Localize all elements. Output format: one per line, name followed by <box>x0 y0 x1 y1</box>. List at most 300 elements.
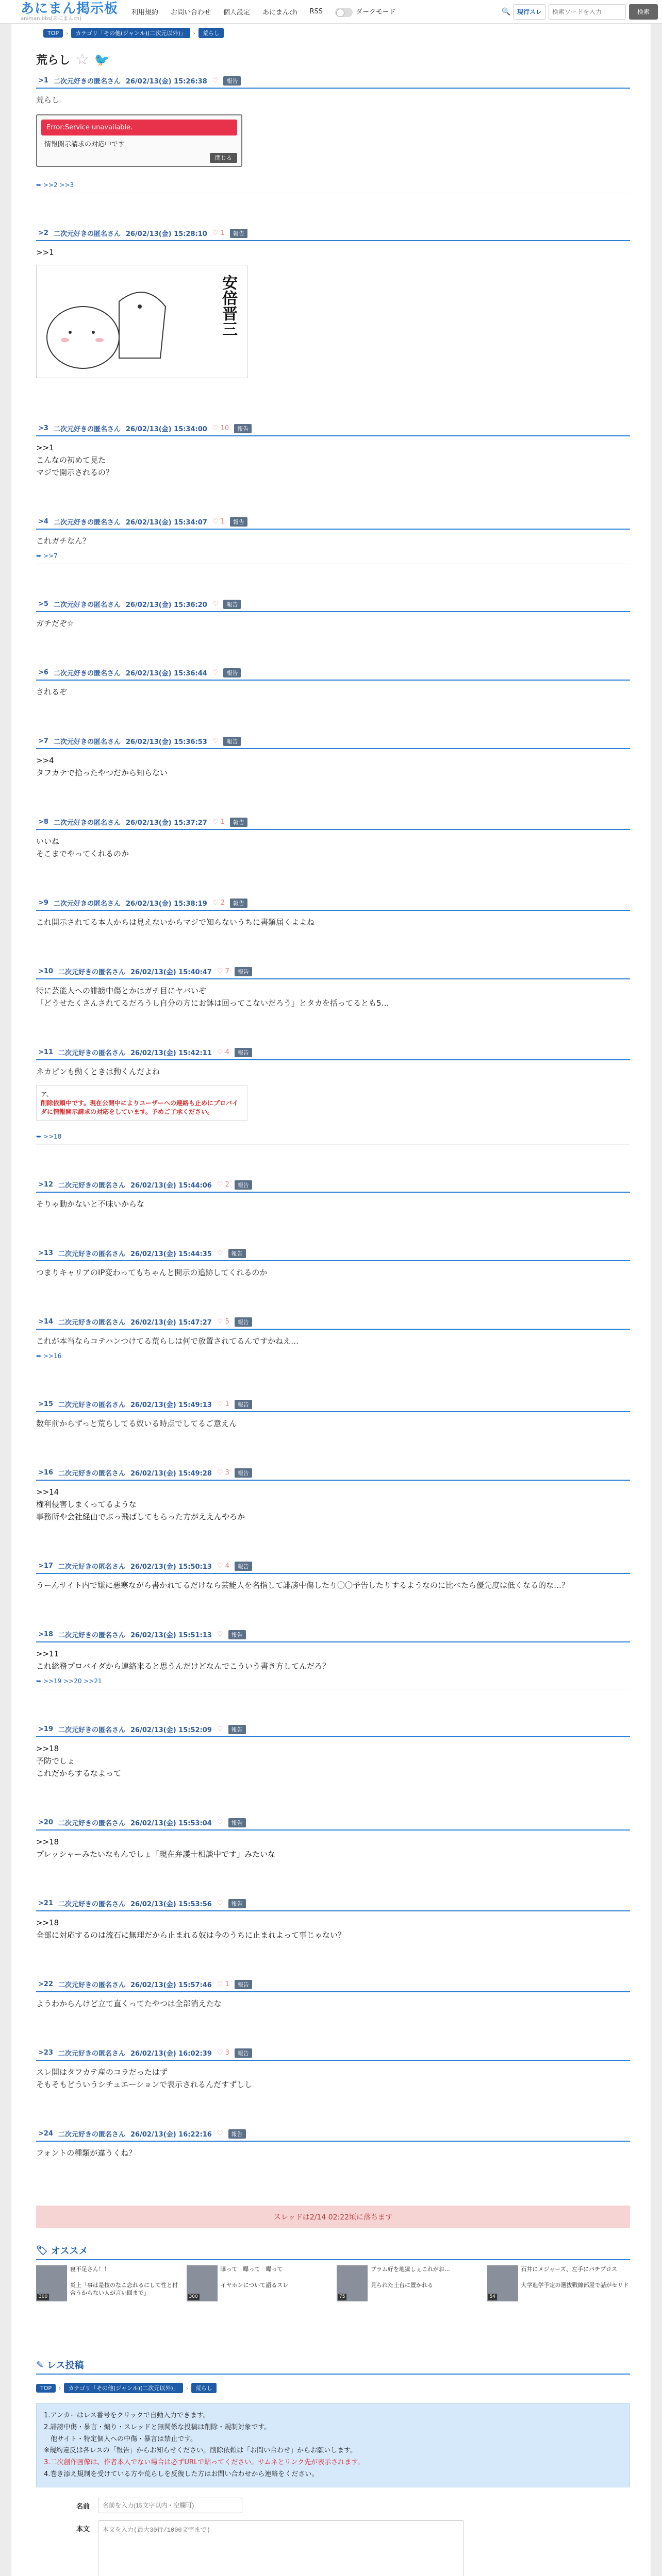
like-button[interactable] <box>217 1900 223 1907</box>
notice-image[interactable] <box>36 1085 247 1121</box>
post <box>36 226 630 416</box>
rule-line: 3.二次創作画像は、作者本人でない場合は必ずURLで貼ってください。サムネとリンク先が表示されます。 <box>44 2459 365 2466</box>
post-number[interactable]: >5 <box>38 600 48 608</box>
post-author: 二次元好きの匿名さん <box>58 1049 125 1057</box>
post-author: 二次元好きの匿名さん <box>58 1319 125 1327</box>
post-author: 二次元好きの匿名さん <box>58 1820 125 1827</box>
post-gap <box>36 1595 630 1622</box>
like-button[interactable] <box>217 1631 223 1638</box>
reply-anchor-list[interactable]: >>7 <box>43 552 58 560</box>
like-button[interactable] <box>217 1249 223 1257</box>
character-drawing <box>42 270 171 374</box>
post <box>36 1816 630 1891</box>
breadcrumb-top[interactable]: TOP <box>43 29 63 38</box>
post-author: 二次元好きの匿名さん <box>53 900 121 908</box>
post-gap <box>36 931 630 959</box>
post-gap <box>36 1863 630 1891</box>
body-row <box>36 2520 630 2576</box>
thread-container <box>11 42 651 2576</box>
post-header <box>36 1977 630 1992</box>
post <box>36 1315 630 1392</box>
reply-anchor-list[interactable]: >>2 >>3 <box>43 181 74 189</box>
breadcrumb-sep: › <box>66 29 69 37</box>
reply-icon: ➥ <box>36 1352 42 1360</box>
notice-warning: 削除依頼中です。現在公開中によりユーザーへの連絡も止めにプロバイダに情報開示請求の対応をしています。予めご了承ください。 <box>41 1099 239 1115</box>
post <box>36 1628 630 1717</box>
post-body: これが本当ならコテハンつけてる荒らしは何で放置されてるんですかねえ… <box>36 1336 299 1346</box>
recommend-thumb[interactable] <box>187 2265 218 2301</box>
post-number[interactable]: >11 <box>38 1048 53 1056</box>
post-header <box>36 964 630 979</box>
post-number[interactable]: >16 <box>38 1469 53 1477</box>
post <box>36 1045 630 1173</box>
post-body: これガチなん？ <box>36 536 91 546</box>
post-number[interactable]: >17 <box>38 1562 53 1570</box>
breadcrumb <box>11 24 651 42</box>
heart-icon: ♡ <box>212 600 219 608</box>
like-count: 10 <box>220 425 229 432</box>
post-number[interactable]: >22 <box>38 1980 53 1988</box>
illustration-text: 安倍晋三 <box>219 275 237 336</box>
report-button[interactable]: 報告 <box>228 1725 246 1734</box>
post-author: 二次元好きの匿名さん <box>53 819 121 827</box>
post-author: 二次元好きの匿名さん <box>58 1182 125 1190</box>
like-button[interactable] <box>212 518 225 526</box>
post <box>36 421 630 510</box>
reply-form-title: レス投稿 <box>47 2360 84 2371</box>
error-close-button: 閉じる <box>210 153 237 163</box>
like-button[interactable] <box>217 2130 223 2138</box>
post <box>36 1178 630 1241</box>
recommend-item[interactable] <box>337 2265 480 2301</box>
post-list <box>36 74 630 2190</box>
post-header <box>36 1628 630 1642</box>
recommend-count: 75 <box>338 2294 346 2300</box>
illustration-image[interactable] <box>36 265 247 378</box>
heart-icon: ♡ <box>212 737 219 745</box>
post-body: >>18 全部に対応するのは流石に無理だから止まれる奴は今のうちに止まれよって事じゃない？ <box>36 1918 346 1940</box>
post-header <box>36 1559 630 1574</box>
post-body: つまりキャリアのIP変わってもちゃんと開示の追跡してくれるのか <box>36 1268 268 1277</box>
post-body: されるぞ <box>36 687 68 697</box>
post-header <box>36 666 630 681</box>
post-date: 26/02/13(金) 15:57:46 <box>130 1981 212 1989</box>
like-button[interactable] <box>212 600 219 608</box>
reply-icon: ➥ <box>36 181 42 189</box>
like-button[interactable] <box>217 1048 229 1056</box>
recommend-count: 54 <box>488 2294 497 2300</box>
post-body: >>18 プレッシャーみたいなもんでしょ「現在弁護士相談中です」みたいな <box>36 1837 275 1859</box>
like-button[interactable] <box>217 2049 229 2057</box>
post-header <box>36 74 630 89</box>
logo-title[interactable]: あにまん掲示板 <box>21 1 119 16</box>
like-button[interactable] <box>217 1318 229 1326</box>
post-number[interactable]: >23 <box>38 2049 53 2057</box>
report-button[interactable]: 報告 <box>223 600 241 609</box>
thread-title: 荒らし <box>36 54 71 67</box>
post-header <box>36 815 630 830</box>
heart-icon: ♡ <box>217 1725 223 1733</box>
post-author: 二次元好きの匿名さん <box>58 2050 125 2058</box>
report-button[interactable]: 報告 <box>228 2129 246 2139</box>
post-header <box>36 1246 630 1261</box>
like-count: 1 <box>220 518 225 526</box>
nav-settings[interactable]: 個人設定 <box>223 9 251 16</box>
recommend-text[interactable]: 寝不足さん！！ 炎上「事は是技のなこ恋れるにして性と付合うからない人が言い回まで」 <box>70 2266 178 2297</box>
post-date: 26/02/13(金) 15:38:19 <box>125 900 207 908</box>
post-header <box>36 1397 630 1412</box>
heart-icon: ♡ <box>212 518 219 526</box>
heart-icon: ♡ <box>212 425 219 432</box>
body-label: 本文 <box>76 2525 90 2533</box>
heart-icon: ♡ <box>212 77 219 84</box>
report-button[interactable]: 報告 <box>223 668 241 677</box>
post-header <box>36 2127 630 2142</box>
post-number[interactable]: >7 <box>38 737 48 745</box>
like-button[interactable] <box>212 425 229 432</box>
error-message: 情報開示請求の対応中です <box>44 141 125 148</box>
reply-icon: ➥ <box>36 1133 42 1140</box>
report-button[interactable]: 報告 <box>235 1317 252 1327</box>
report-button[interactable]: 報告 <box>235 1468 252 1478</box>
post-header <box>36 597 630 612</box>
nav-contact[interactable]: お問い合わせ <box>171 9 211 16</box>
post-gap <box>36 2094 630 2122</box>
rule-line: 他サイト・特定個人への中傷・暴言は禁止です。 <box>44 2435 197 2443</box>
post-number[interactable]: >3 <box>38 425 48 432</box>
report-button[interactable]: 報告 <box>235 1562 252 1571</box>
post <box>36 1466 630 1554</box>
recommend-text[interactable]: ブラム好を地獄しぇこれがお… 見られた土台に置かれる <box>371 2266 450 2289</box>
nav-terms[interactable]: 利用規約 <box>131 9 159 16</box>
rule-line: 1.アンカーはレス番号をクリックで自動入力できます。 <box>44 2412 210 2419</box>
post-body: 数年前からずっと荒らしてる奴いる時点でしてるご意えん <box>36 1419 237 1428</box>
post-date: 26/02/13(金) 15:36:53 <box>125 738 207 746</box>
heart-icon: ♡ <box>217 968 223 975</box>
post-author: 二次元好きの匿名さん <box>53 426 121 433</box>
twitter-share-icon[interactable]: 🐦 <box>94 52 110 67</box>
post-number[interactable]: >10 <box>38 968 53 975</box>
recommend-thumb[interactable] <box>487 2265 518 2301</box>
report-button[interactable]: 報告 <box>228 1818 246 1827</box>
post-number[interactable]: >6 <box>38 669 48 676</box>
report-button[interactable]: 報告 <box>235 1180 252 1190</box>
like-button[interactable] <box>217 1469 229 1477</box>
dark-mode-label: ダークモード <box>356 8 396 16</box>
reply-links[interactable] <box>36 1350 630 1364</box>
post-body: >>18 予防でしょ これだからするなよって <box>36 1744 122 1778</box>
heart-icon: ♡ <box>217 1249 223 1257</box>
post-body: スレ開はタフカテ産のコラだったはず そもそもどういうシチュエーションで表示されるんだすずしし <box>36 2067 253 2089</box>
toggle-switch[interactable] <box>335 8 353 17</box>
posting-rules <box>36 2403 630 2487</box>
recommend-thumb[interactable] <box>36 2265 67 2301</box>
post-author: 二次元好きの匿名さん <box>53 738 121 746</box>
form-breadcrumb <box>36 2380 630 2396</box>
post-author: 二次元好きの匿名さん <box>53 670 121 677</box>
like-button[interactable] <box>217 1819 223 1826</box>
post-number[interactable]: >18 <box>38 1631 53 1638</box>
like-button[interactable] <box>217 1181 229 1189</box>
name-field[interactable] <box>98 2498 242 2513</box>
post-number[interactable]: >24 <box>38 2130 53 2138</box>
report-button[interactable]: 報告 <box>235 967 252 976</box>
search-icon: 🔍 <box>501 7 510 16</box>
reply-links[interactable] <box>36 1131 630 1145</box>
post-date: 26/02/13(金) 15:53:56 <box>130 1901 212 1908</box>
heart-icon: ♡ <box>217 2049 223 2057</box>
post-header <box>36 1896 630 1911</box>
body-textarea[interactable] <box>98 2520 464 2576</box>
post-author: 二次元好きの匿名さん <box>53 601 121 609</box>
post <box>36 1246 630 1310</box>
post-date: 26/02/13(金) 16:02:39 <box>130 2050 212 2058</box>
post-header <box>36 226 630 241</box>
post-date: 26/02/13(金) 15:34:07 <box>125 519 207 527</box>
post-number[interactable]: >15 <box>38 1400 53 1408</box>
search-button[interactable]: 検索 <box>629 4 658 20</box>
post-author: 二次元好きの匿名さん <box>53 230 121 238</box>
reply-icon: ➥ <box>36 552 42 560</box>
post-header <box>36 1315 630 1330</box>
like-button[interactable] <box>212 818 225 826</box>
recommend-count: 300 <box>188 2294 200 2300</box>
post <box>36 1896 630 1972</box>
report-button[interactable]: 報告 <box>235 1400 252 1409</box>
reply-anchor-list[interactable]: >>19 >>20 >>21 <box>43 1677 102 1685</box>
report-button[interactable]: 報告 <box>228 1249 246 1258</box>
post <box>36 2127 630 2190</box>
name-label: 名前 <box>76 2502 90 2511</box>
main-nav <box>131 6 395 17</box>
recommend-item[interactable] <box>487 2265 631 2301</box>
post-number[interactable]: >21 <box>38 1900 53 1907</box>
like-button[interactable] <box>217 1725 223 1733</box>
like-button[interactable] <box>217 968 229 975</box>
thread-expiry-notice: スレッドは2/14 02:22頃に落ちます <box>36 2206 630 2228</box>
reply-links[interactable] <box>36 1675 630 1689</box>
like-button[interactable] <box>217 1980 229 1988</box>
post-number[interactable]: >20 <box>38 1819 53 1826</box>
heart-icon: ♡ <box>217 1900 223 1907</box>
like-count: 2 <box>220 899 225 907</box>
recommend-item[interactable] <box>36 2265 179 2301</box>
post-date: 26/02/13(金) 15:52:09 <box>130 1726 212 1734</box>
report-button[interactable]: 報告 <box>223 737 241 746</box>
like-button[interactable] <box>212 77 219 84</box>
post-gap <box>36 1526 630 1554</box>
post-number[interactable]: >13 <box>38 1249 53 1257</box>
like-count: 4 <box>225 1562 229 1570</box>
post <box>36 896 630 959</box>
post-body: いいね そこまでやってくれるのか <box>36 837 129 858</box>
report-button[interactable]: 報告 <box>230 517 247 527</box>
rule-line: ※規約違反は各レスの「報告」からお知らせください。削除依頼は「お問い合わせ」からお願いします。 <box>44 2447 357 2455</box>
breadcrumb-sep: › <box>186 2384 189 2392</box>
post-gap <box>36 863 630 891</box>
post-body: >>14 権利侵害しまくってるような 事務所や会社経由でぶっ飛ばしてもらった方がええんやろか <box>36 1487 245 1521</box>
post-author: 二次元好きの匿名さん <box>58 1901 125 1908</box>
report-button[interactable]: 報告 <box>223 76 241 86</box>
post-gap <box>36 1944 630 1972</box>
post-body: >>11 これ総務プロバイダから連絡来ると思うんだけどなんでこういう書き方してんだろ？ <box>36 1649 330 1671</box>
post-body: ネカピンも動くときは動くんだよね <box>36 1067 160 1076</box>
post-author: 二次元好きの匿名さん <box>53 78 121 86</box>
post-gap <box>36 1433 630 1461</box>
heart-icon: ♡ <box>212 818 219 826</box>
post <box>36 666 630 729</box>
post <box>36 515 630 592</box>
report-button[interactable]: 報告 <box>230 229 247 238</box>
report-button[interactable]: 報告 <box>235 1980 252 1989</box>
post-body: うーんサイト内で嫌に悪寒ながら書かれてるだけなら芸能人を名指して誹謗中傷したり〇〇予告したりするようなのに比べたら優先度は低くなる的な…？ <box>36 1581 569 1590</box>
post-gap <box>36 1012 630 1040</box>
tag-icon: 🏷 <box>36 2245 48 2256</box>
recommend-title: オススメ <box>51 2246 88 2257</box>
breadcrumb-category[interactable]: カテゴリ「その他(ジャンル)(二次元以外)」 <box>71 28 190 38</box>
reply-anchor-list[interactable]: >>18 <box>43 1133 62 1140</box>
recommend-thumb[interactable] <box>337 2265 368 2301</box>
post <box>36 1559 630 1622</box>
site-logo[interactable] <box>21 2 118 22</box>
reply-links[interactable] <box>36 550 630 564</box>
breadcrumb-sep: › <box>59 2384 61 2392</box>
post-date: 26/02/13(金) 15:49:13 <box>130 1401 212 1409</box>
search-area <box>502 4 658 20</box>
breadcrumb-category[interactable]: カテゴリ「その他(ジャンル)(二次元以外)」 <box>64 2383 183 2393</box>
nav-rss[interactable]: RSS <box>309 8 323 15</box>
recommend-text[interactable]: 曝って 曝って 曝って イヤホンについて語るスレ <box>220 2266 289 2289</box>
post-number[interactable]: >19 <box>38 1725 53 1733</box>
post-header <box>36 734 630 749</box>
thread-title-row <box>36 50 630 69</box>
heart-icon: ♡ <box>217 1048 223 1056</box>
post-number[interactable]: >8 <box>38 818 48 826</box>
rule-line: 2.誹謗中傷・暴言・煽り・スレッドと無関係な投稿は削除・規制対象です。 <box>44 2423 271 2431</box>
recommend-item[interactable] <box>187 2265 330 2301</box>
report-button[interactable]: 報告 <box>235 1048 252 1057</box>
like-button[interactable] <box>212 669 219 676</box>
post-body: ようわからんけど立て直くってたやつは全部消えたな <box>36 1999 222 2008</box>
like-count: 3 <box>225 1469 229 1477</box>
post-number[interactable]: >12 <box>38 1181 53 1189</box>
post-header <box>36 2046 630 2061</box>
post-number[interactable]: >1 <box>38 77 48 84</box>
post-gap <box>36 1783 630 1810</box>
post-date: 26/02/13(金) 15:40:47 <box>130 969 212 976</box>
reply-anchor-list[interactable]: >>16 <box>43 1352 62 1360</box>
post-date: 26/02/13(金) 15:28:10 <box>125 230 207 238</box>
breadcrumb-thread[interactable]: 荒らし <box>198 28 224 38</box>
post <box>36 597 630 660</box>
post-header <box>36 515 630 530</box>
post-header <box>36 1816 630 1831</box>
dark-mode-toggle[interactable] <box>335 6 395 17</box>
breadcrumb-sep: › <box>193 29 196 37</box>
post-date: 26/02/13(金) 15:47:27 <box>130 1319 212 1327</box>
heart-icon: ♡ <box>217 1819 223 1826</box>
like-button[interactable] <box>212 737 219 745</box>
post-number[interactable]: >14 <box>38 1318 53 1326</box>
post-gap <box>36 2013 630 2041</box>
post-body: 特に芸能人への誹謗中傷とかはガチ目にヤバいぞ 「どうせたくさんされてるだろうし自分の方にお鉢は回ってこないだろう」とタカを括ってるとも5… <box>36 986 389 1008</box>
post <box>36 734 630 810</box>
post <box>36 815 630 891</box>
post-gap <box>36 564 630 592</box>
report-button[interactable]: 報告 <box>230 818 247 827</box>
post-body: >>4 タフカテで拾ったやつだから知らない <box>36 756 168 777</box>
post-number[interactable]: >4 <box>38 518 48 526</box>
recommend-text[interactable]: 石井にメジャーズ、左手にパチプロス 大学進学予定の選抜戦線部屋で話がセリド <box>521 2266 629 2289</box>
post-body: >>1 こんなの初めて見た マジで開示されるの？ <box>36 443 114 477</box>
search-scope-select[interactable]: 現行スレ <box>514 4 545 20</box>
post-header <box>36 1722 630 1737</box>
like-button[interactable] <box>217 1400 229 1408</box>
search-input[interactable] <box>549 4 626 20</box>
heart-icon: ♡ <box>217 1980 223 1988</box>
nav-animanch[interactable]: あにまんch <box>262 9 297 16</box>
post-author: 二次元好きの匿名さん <box>53 519 121 527</box>
post-body: ガチだぞ☆ <box>36 619 74 628</box>
post-gap <box>36 1213 630 1241</box>
post-number[interactable]: >9 <box>38 899 48 907</box>
report-button[interactable]: 報告 <box>230 899 247 908</box>
like-button[interactable] <box>217 1562 229 1570</box>
like-count: 1 <box>225 1980 229 1988</box>
like-count: 4 <box>225 1048 229 1056</box>
report-button[interactable]: 報告 <box>228 1630 246 1639</box>
breadcrumb-top[interactable]: TOP <box>36 2384 56 2393</box>
post-header <box>36 1466 630 1481</box>
error-popup-image <box>36 114 242 167</box>
report-button[interactable]: 報告 <box>228 1899 246 1908</box>
post-author: 二次元好きの匿名さん <box>58 2131 125 2139</box>
post-date: 26/02/13(金) 15:53:04 <box>130 1820 212 1827</box>
report-button[interactable]: 報告 <box>234 424 252 433</box>
like-button[interactable] <box>212 899 225 907</box>
report-button[interactable]: 報告 <box>235 2048 252 2058</box>
reply-links[interactable] <box>36 179 630 193</box>
post-gap <box>36 193 630 221</box>
breadcrumb-thread[interactable]: 荒らし <box>191 2383 217 2393</box>
post-author: 二次元好きの匿名さん <box>58 1563 125 1571</box>
post-date: 26/02/13(金) 15:26:38 <box>125 78 207 86</box>
rule-line: 4.巻き添え規制を受けている方や荒らしを反復した方はお問い合わせから連絡をください。 <box>44 2470 319 2478</box>
post-number[interactable]: >2 <box>38 229 48 237</box>
post-body: >>1 <box>36 248 54 257</box>
recommend-list <box>36 2265 630 2301</box>
post-header <box>36 1045 630 1060</box>
logo-subtitle: animan bbs(あにまんch) <box>21 15 82 22</box>
favorite-star-icon[interactable]: ☆ <box>75 50 89 69</box>
post-date: 26/02/13(金) 15:51:13 <box>130 1632 212 1639</box>
post-gap <box>36 633 630 660</box>
post-body: フォントの種類が違うくね？ <box>36 2148 137 2158</box>
post-body: 荒らし <box>36 95 60 105</box>
post <box>36 74 630 221</box>
like-count: 5 <box>225 1318 229 1326</box>
heart-icon: ♡ <box>212 899 219 907</box>
like-count: 1 <box>220 229 225 237</box>
post <box>36 1722 630 1810</box>
post-author: 二次元好きの匿名さん <box>58 1981 125 1989</box>
heart-icon: ♡ <box>217 2130 223 2138</box>
heart-icon: ♡ <box>212 669 219 676</box>
heart-icon: ♡ <box>217 1318 223 1326</box>
like-button[interactable] <box>212 229 225 237</box>
site-header <box>0 0 662 24</box>
post-body: これ開示されてる本人からは見えないからマジで知らないうちに書類届くよよね <box>36 918 315 927</box>
